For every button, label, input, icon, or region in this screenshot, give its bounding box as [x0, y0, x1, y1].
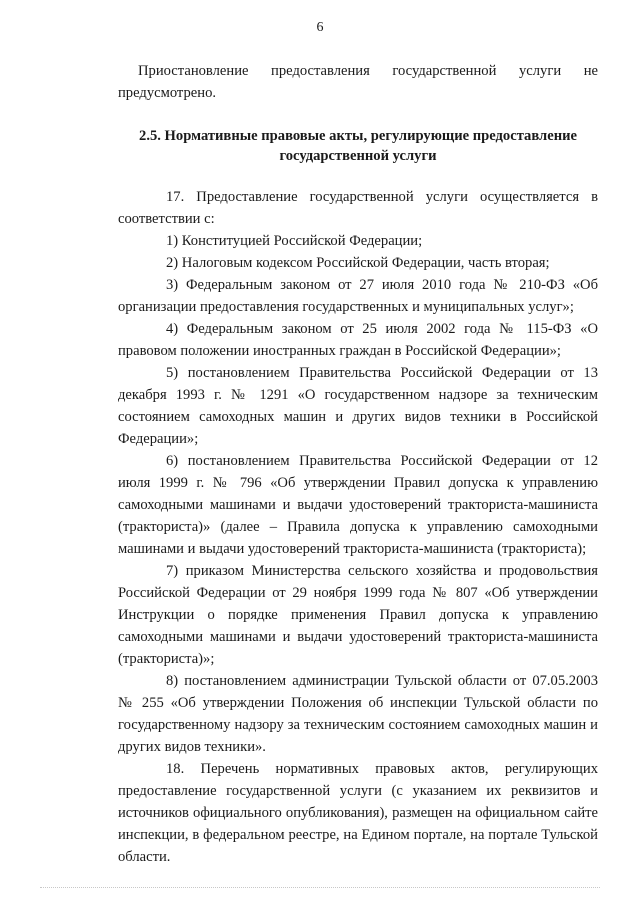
page-number: 6 — [316, 20, 324, 35]
section-heading: 2.5. Нормативные правовые акты, регулирующие предоставление государственной услуги — [139, 128, 577, 164]
intro-paragraph: Приостановление предоставления государственной услуги не предусмотрено. — [118, 63, 598, 101]
list-item-4: 4) Федеральным законом от 25 июля 2002 года № 115-ФЗ «О правовом положении иностранных граждан в Российской Федерации»; — [118, 321, 598, 359]
list-item-1: 1) Конституцией Российской Федерации; — [166, 233, 423, 249]
paragraph-18: 18. Перечень нормативных правовых актов, регулирующих предоставление государственной услуги (с указанием их реквизитов и источников официального опубликования), размещен на официальном сайте инспекции, в федеральном реестре, на Едином портале, на портале Тульской области. — [118, 761, 598, 865]
document-body — [118, 60, 598, 868]
list-item-2: 2) Налоговым кодексом Российской Федерации, часть вторая; — [166, 255, 550, 271]
list-item-8: 8) постановлением администрации Тульской области от 07.05.2003 № 255 «Об утверждении Положения об инспекции Тульской области по государственному надзору за техническим состоянием самоходных машин и других видов техники». — [118, 673, 598, 755]
paragraph-17: 17. Предоставление государственной услуги осуществляется в соответствии с: — [118, 189, 598, 227]
list-item-7: 7) приказом Министерства сельского хозяйства и продовольствия Российской Федерации от 29 ноября 1999 года № 807 «Об утверждении Инструкции о порядке применения Правил допуска к управлению самоходными машинами и выдачи удостоверений тракториста-машиниста (тракториста)»; — [118, 563, 598, 667]
scan-artifact-divider — [40, 884, 600, 888]
list-item-3: 3) Федеральным законом от 27 июля 2010 года № 210-ФЗ «Об организации предоставления государственных и муниципальных услуг»; — [118, 277, 598, 315]
list-item-5: 5) постановлением Правительства Российской Федерации от 13 декабря 1993 г. № 1291 «О государственном надзоре за техническим состоянием самоходных машин и других видов техники в Российской Федерации»; — [118, 365, 598, 447]
list-item-6: 6) постановлением Правительства Российской Федерации от 12 июля 1999 г. № 796 «Об утверждении Правил допуска к управлению самоходными машинами и выдачи удостоверений тракториста-машиниста (тракториста)» (далее – Правила допуска к управлению самоходными машинами и выдачи удостоверений тракториста-машиниста (тракториста); — [118, 453, 598, 557]
